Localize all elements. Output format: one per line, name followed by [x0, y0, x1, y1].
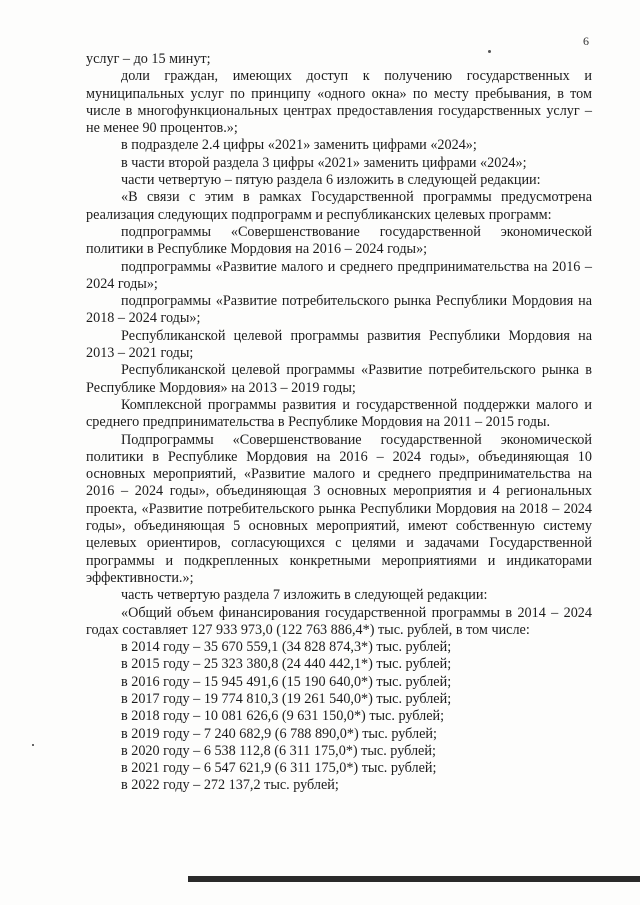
scan-mark — [32, 744, 34, 746]
paragraph: части четвертую – пятую раздела 6 изложить в следующей редакции: — [121, 172, 541, 189]
page-number: 6 — [583, 34, 589, 48]
paragraph: «Общий объем финансирования государственной программы в 2014 – 2024 годах составляет 127 933 973,0 (122 763 886,4*) тыс. рублей, в том числе: — [86, 604, 592, 638]
list-item: в 2014 году – 35 670 559,1 (34 828 874,3*) тыс. рублей; — [121, 639, 452, 656]
financing-list — [86, 639, 592, 795]
list-item: в 2022 году – 272 137,2 тыс. рублей; — [121, 777, 339, 794]
list-item: в 2020 году – 6 538 112,8 (6 311 175,0*) тыс. рублей; — [121, 742, 436, 759]
paragraph: Комплексной программы развития и государственной поддержки малого и среднего предпринимательства в Республике Мордовия на 2011 – 2015 годы. — [86, 396, 592, 431]
list-item: в 2018 году – 10 081 626,6 (9 631 150,0*) тыс. рублей; — [121, 708, 445, 725]
paragraph: в подразделе 2.4 цифры «2021» заменить цифрами «2024»; — [121, 137, 477, 154]
paragraph: в части второй раздела 3 цифры «2021» заменить цифрами «2024»; — [121, 154, 527, 171]
list-item: в 2019 году – 7 240 682,9 (6 788 890,0*) тыс. рублей; — [121, 725, 437, 742]
scan-bottom-edge — [188, 876, 640, 882]
list-item: в 2021 году – 6 547 621,9 (6 311 175,0*) тыс. рублей; — [121, 760, 437, 777]
paragraph: Республиканской целевой программы «Развитие потребительского рынка в Республике Мордовия» на 2013 – 2019 годы; — [86, 362, 592, 396]
paragraph: Республиканской целевой программы развития Республики Мордовия на 2013 – 2021 годы; — [86, 327, 592, 362]
document-body — [86, 51, 592, 795]
paragraph: подпрограммы «Развитие потребительского рынка Республики Мордовия на 2018 – 2024 годы»; — [86, 293, 592, 327]
list-item: в 2017 году – 19 774 810,3 (19 261 540,0*) тыс. рублей; — [121, 690, 452, 707]
paragraph: часть четвертую раздела 7 изложить в следующей редакции: — [121, 587, 488, 604]
paragraph: доли граждан, имеющих доступ к получению государственных и муниципальных услуг по принципу «одного окна» по месту пребывания, в том числе в многофункциональных центрах предоставления государственных услуг – не менее 90 процентов.»; — [86, 68, 592, 137]
list-item: в 2016 году – 15 945 491,6 (15 190 640,0*) тыс. рублей; — [121, 673, 452, 690]
paragraph: «В связи с этим в рамках Государственной программы предусмотрена реализация следующих подпрограмм и республиканских целевых программ: — [86, 189, 592, 223]
paragraph: Подпрограммы «Совершенствование государственной экономической политики в Республике Мордовия на 2016 – 2024 годы», объединяющая 10 основных мероприятий, «Развитие малого и среднего предпринимательства на 2016 – 2024 годы», объединяющая 3 основных мероприятия и 4 региональных проекта, «Развитие потребительского рынка Республики Мордовия на 2018 – 2024 годы», объединяющая 5 основных мероприятий, имеют собственную систему целевых ориентиров, согласующихся с целями и задачами Государственной программы и подкрепленных конкретными мероприятиями и индикаторами эффективности.»; — [86, 431, 592, 586]
paragraph: подпрограммы «Совершенствование государственной экономической политики в Республике Мордовия на 2016 – 2024 годы»; — [86, 223, 592, 258]
paragraph: подпрограммы «Развитие малого и среднего предпринимательства на 2016 – 2024 годы»; — [86, 258, 592, 292]
list-item: в 2015 году – 25 323 380,8 (24 440 442,1*) тыс. рублей; — [121, 656, 452, 673]
paragraph: услуг – до 15 минут; — [86, 51, 211, 67]
